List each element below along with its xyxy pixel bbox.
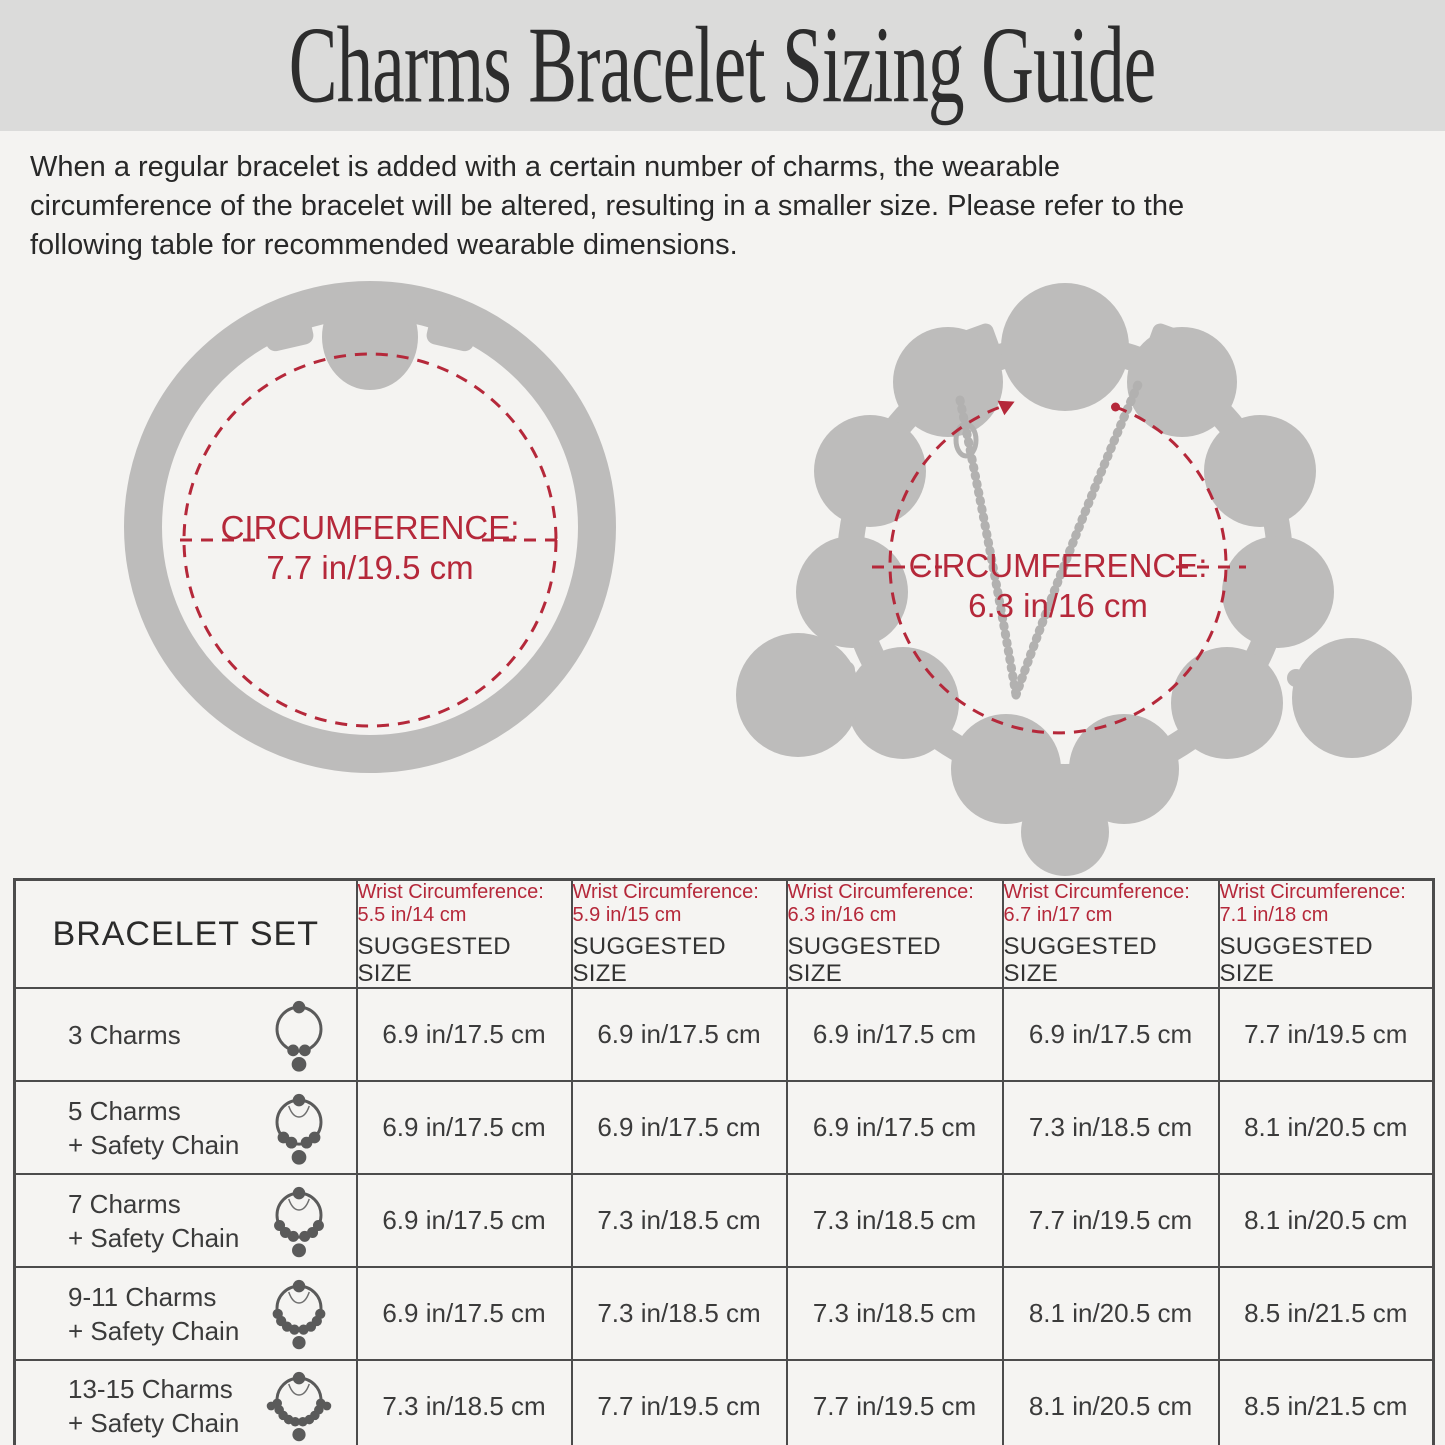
- size-value-cell: 7.7 in/19.5 cm: [1219, 988, 1434, 1081]
- bracelet-set-cell: 5 Charms + Safety Chain: [15, 1081, 357, 1174]
- size-value-cell: 8.1 in/20.5 cm: [1219, 1174, 1434, 1267]
- wrist-column-header: Wrist Circumference: 7.1 in/18 cm SUGGESTED SIZE: [1219, 880, 1434, 989]
- bracelet-set-cell: 3 Charms: [15, 988, 357, 1081]
- plain-bracelet-circumference-label: [190, 508, 550, 588]
- table-row: [15, 1360, 1434, 1445]
- intro-line: When a regular bracelet is added with a certain number of charms, the wearable: [30, 151, 1061, 183]
- bracelet-5-charms-safety-chain-icon: [266, 1084, 332, 1172]
- size-value-cell: 6.9 in/17.5 cm: [357, 988, 572, 1081]
- wrist-column-header: Wrist Circumference: 5.5 in/14 cm SUGGESTED SIZE: [357, 880, 572, 989]
- size-value-cell: 8.5 in/21.5 cm: [1219, 1360, 1434, 1445]
- bracelet-set-cell: 9-11 Charms + Safety Chain: [15, 1267, 357, 1360]
- size-value-cell: 7.7 in/19.5 cm: [787, 1360, 1003, 1445]
- size-value-cell: 6.9 in/17.5 cm: [357, 1081, 572, 1174]
- sizing-table: [13, 878, 1435, 1445]
- size-value-cell: 6.9 in/17.5 cm: [572, 1081, 787, 1174]
- bracelet-set-header: BRACELET SET: [15, 880, 357, 989]
- bracelet-set-cell: 7 Charms + Safety Chain: [15, 1174, 357, 1267]
- table-row: [15, 988, 1434, 1081]
- bracelet-3-charms-icon: [266, 991, 332, 1079]
- bracelet-7-charms-safety-chain-icon: [266, 1177, 332, 1265]
- table-row: [15, 1267, 1434, 1360]
- size-value-cell: 7.3 in/18.5 cm: [572, 1174, 787, 1267]
- circumference-value: 6.3 in/16 cm: [968, 587, 1148, 624]
- bracelet-illustrations: [0, 270, 1445, 878]
- size-value-cell: 7.3 in/18.5 cm: [357, 1360, 572, 1445]
- left-dangle-charm: [736, 633, 860, 757]
- bracelet-13-15-charms-safety-chain-icon: [266, 1362, 332, 1445]
- circumference-title: CIRCUMFERENCE:: [908, 547, 1208, 584]
- bracelet-9-11-charms-safety-chain-icon: [266, 1270, 332, 1358]
- circumference-title: CIRCUMFERENCE:: [220, 509, 520, 546]
- size-value-cell: 6.9 in/17.5 cm: [572, 988, 787, 1081]
- circumference-value: 7.7 in/19.5 cm: [266, 549, 474, 586]
- size-value-cell: 6.9 in/17.5 cm: [787, 988, 1003, 1081]
- size-value-cell: 8.5 in/21.5 cm: [1219, 1267, 1434, 1360]
- safety-chain: [956, 380, 1140, 695]
- size-value-cell: 7.3 in/18.5 cm: [787, 1267, 1003, 1360]
- size-value-cell: 7.7 in/19.5 cm: [1003, 1174, 1219, 1267]
- size-value-cell: 7.7 in/19.5 cm: [572, 1360, 787, 1445]
- table-row: [15, 1081, 1434, 1174]
- right-dangle-charm: [1292, 638, 1412, 758]
- intro-text: [30, 148, 1430, 265]
- intro-line: following table for recommended wearable dimensions.: [30, 229, 738, 261]
- wrist-column-header: Wrist Circumference: 6.7 in/17 cm SUGGESTED SIZE: [1003, 880, 1219, 989]
- size-value-cell: 7.3 in/18.5 cm: [572, 1267, 787, 1360]
- size-value-cell: 8.1 in/20.5 cm: [1219, 1081, 1434, 1174]
- wrist-column-header: Wrist Circumference: 5.9 in/15 cm SUGGESTED SIZE: [572, 880, 787, 989]
- size-value-cell: 7.3 in/18.5 cm: [1003, 1081, 1219, 1174]
- bracelet-set-cell: 13-15 Charms + Safety Chain: [15, 1360, 357, 1445]
- size-value-cell: 7.3 in/18.5 cm: [787, 1174, 1003, 1267]
- header-banner: [0, 0, 1445, 131]
- bottom-dangle-charm: [1021, 788, 1109, 876]
- page-title: Charms Bracelet Sizing Guide: [289, 5, 1156, 126]
- size-value-cell: 6.9 in/17.5 cm: [787, 1081, 1003, 1174]
- table-header-row: [15, 880, 1434, 989]
- size-value-cell: 6.9 in/17.5 cm: [1003, 988, 1219, 1081]
- charm-bracelet-circumference-label: [868, 546, 1248, 626]
- wrist-column-header: Wrist Circumference: 6.3 in/16 cm SUGGESTED SIZE: [787, 880, 1003, 989]
- size-value-cell: 8.1 in/20.5 cm: [1003, 1360, 1219, 1445]
- table-row: [15, 1174, 1434, 1267]
- size-value-cell: 8.1 in/20.5 cm: [1003, 1267, 1219, 1360]
- size-value-cell: 6.9 in/17.5 cm: [357, 1174, 572, 1267]
- intro-line: circumference of the bracelet will be altered, resulting in a smaller size. Please refer to the: [30, 190, 1185, 222]
- size-value-cell: 6.9 in/17.5 cm: [357, 1267, 572, 1360]
